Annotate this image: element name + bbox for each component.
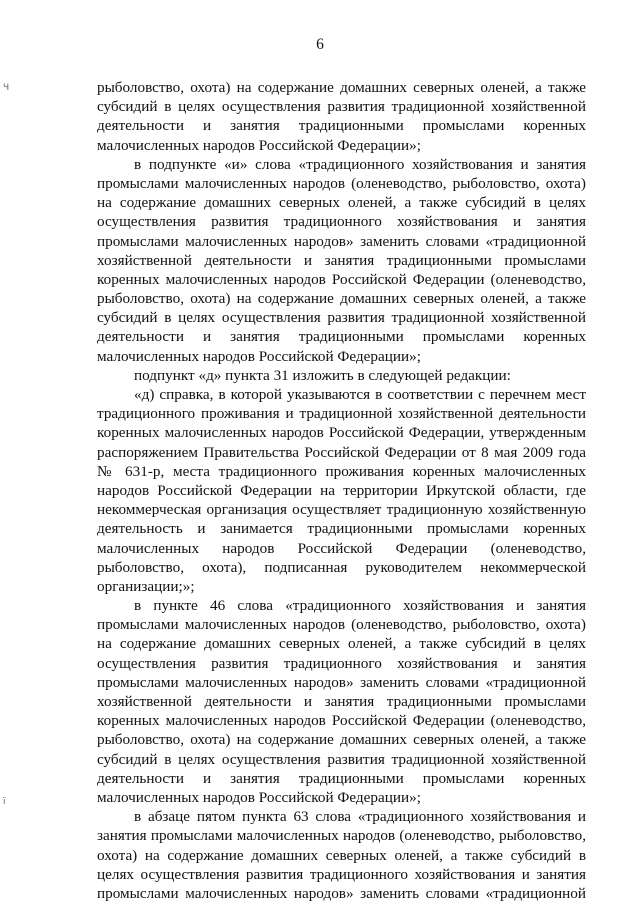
text-line: распоряжением Правительства Российской Федерации от 8 мая 2009 года bbox=[97, 443, 586, 461]
text-line: деятельности и занятия традиционными промыслами коренных bbox=[97, 117, 586, 135]
text-line: деятельности и занятия традиционными промыслами коренных bbox=[97, 328, 586, 346]
text-line: в абзаце пятом пункта 63 слова «традиционного хозяйствования и bbox=[134, 808, 586, 826]
text-line: субсидий в целях осуществления развития традиционной хозяйственной bbox=[97, 309, 586, 327]
text-line: малочисленных народов Российской Федерации (оленеводство, bbox=[97, 539, 586, 557]
text-line: коренных малочисленных народов Российской Федерации (оленеводство, bbox=[97, 712, 586, 730]
text-line: народов Российской Федерации на территории Иркутской области, где bbox=[97, 481, 586, 499]
text-line: промыслами малочисленных народов» заменить словами «традиционной bbox=[97, 884, 586, 902]
text-line: на содержание домашних северных оленей, а также субсидий в целях bbox=[97, 194, 586, 212]
text-line: малочисленных народов Российской Федерации»; bbox=[97, 136, 421, 154]
text-line: целях осуществления развития традиционного хозяйствования и занятия bbox=[97, 865, 586, 883]
text-line: хозяйственной деятельности и занятия традиционными промыслами bbox=[97, 251, 586, 269]
text-line: рыболовство, охота) на содержание домашних северных оленей, а также bbox=[97, 290, 586, 308]
text-line: хозяйственной деятельности и занятия традиционными промыслами bbox=[97, 693, 586, 710]
page-number: 6 bbox=[316, 36, 324, 53]
text-line: организации;»; bbox=[97, 577, 195, 595]
margin-mark: Ч bbox=[3, 83, 10, 93]
text-line: в подпункте «и» слова «традиционного хозяйствования и занятия bbox=[134, 155, 586, 173]
text-line: в пункте 46 слова «традиционного хозяйствования и занятия bbox=[134, 597, 586, 615]
text-line: деятельность и занимается традиционными промыслами коренных bbox=[97, 520, 586, 538]
margin-mark: ї bbox=[3, 797, 6, 807]
text-line: традиционного проживания и традиционной хозяйственной деятельности bbox=[97, 405, 586, 423]
text-line: осуществления развития традиционного хозяйствования и занятия bbox=[97, 654, 586, 672]
text-line: подпункт «д» пункта 31 изложить в следующей редакции: bbox=[134, 366, 511, 384]
text-line: промыслами малочисленных народов (оленеводство, рыболовство, охота) bbox=[97, 616, 586, 634]
text-line: на содержание домашних северных оленей, а также субсидий в целях bbox=[97, 635, 586, 653]
text-line: коренных малочисленных народов Российской Федерации (оленеводство, bbox=[97, 270, 586, 288]
text-line: промыслами малочисленных народов» заменить словами «традиционной bbox=[97, 232, 586, 250]
text-line: коренных малочисленных народов Российской Федерации, утвержденным bbox=[97, 424, 586, 442]
text-line: рыболовство, охота) на содержание домашних северных оленей, а также bbox=[97, 79, 586, 96]
text-line: субсидий в целях осуществления развития традиционной хозяйственной bbox=[97, 750, 586, 768]
text-line: некоммерческая организация осуществляет традиционную хозяйственную bbox=[97, 501, 586, 519]
text-line: осуществления развития традиционного хозяйствования и занятия bbox=[97, 213, 586, 231]
text-line: охота) на содержание домашних северных оленей, а также субсидий в bbox=[97, 846, 586, 864]
text-line: занятия промыслами малочисленных народов (оленеводство, рыболовство, bbox=[97, 827, 586, 845]
text-line: № 631-р, места традиционного проживания коренных малочисленных bbox=[97, 462, 586, 480]
text-line: деятельности и занятия традиционными промыслами коренных bbox=[97, 769, 586, 787]
text-line: малочисленных народов Российской Федерации»; bbox=[97, 788, 421, 806]
text-line: рыболовство, охота) на содержание домашних северных оленей, а также bbox=[97, 731, 586, 749]
text-line: «д) справка, в которой указываются в соответствии с перечнем мест bbox=[134, 386, 586, 403]
text-line: промыслами малочисленных народов (оленеводство, рыболовство, охота) bbox=[97, 174, 586, 192]
text-line: промыслами малочисленных народов» заменить словами «традиционной bbox=[97, 673, 586, 691]
text-line: субсидий в целях осуществления развития традиционной хозяйственной bbox=[97, 98, 586, 116]
text-line: малочисленных народов Российской Федерации»; bbox=[97, 347, 421, 365]
text-line: рыболовство, охота), подписанная руководителем некоммерческой bbox=[97, 558, 586, 576]
document-body-text bbox=[97, 78, 586, 903]
